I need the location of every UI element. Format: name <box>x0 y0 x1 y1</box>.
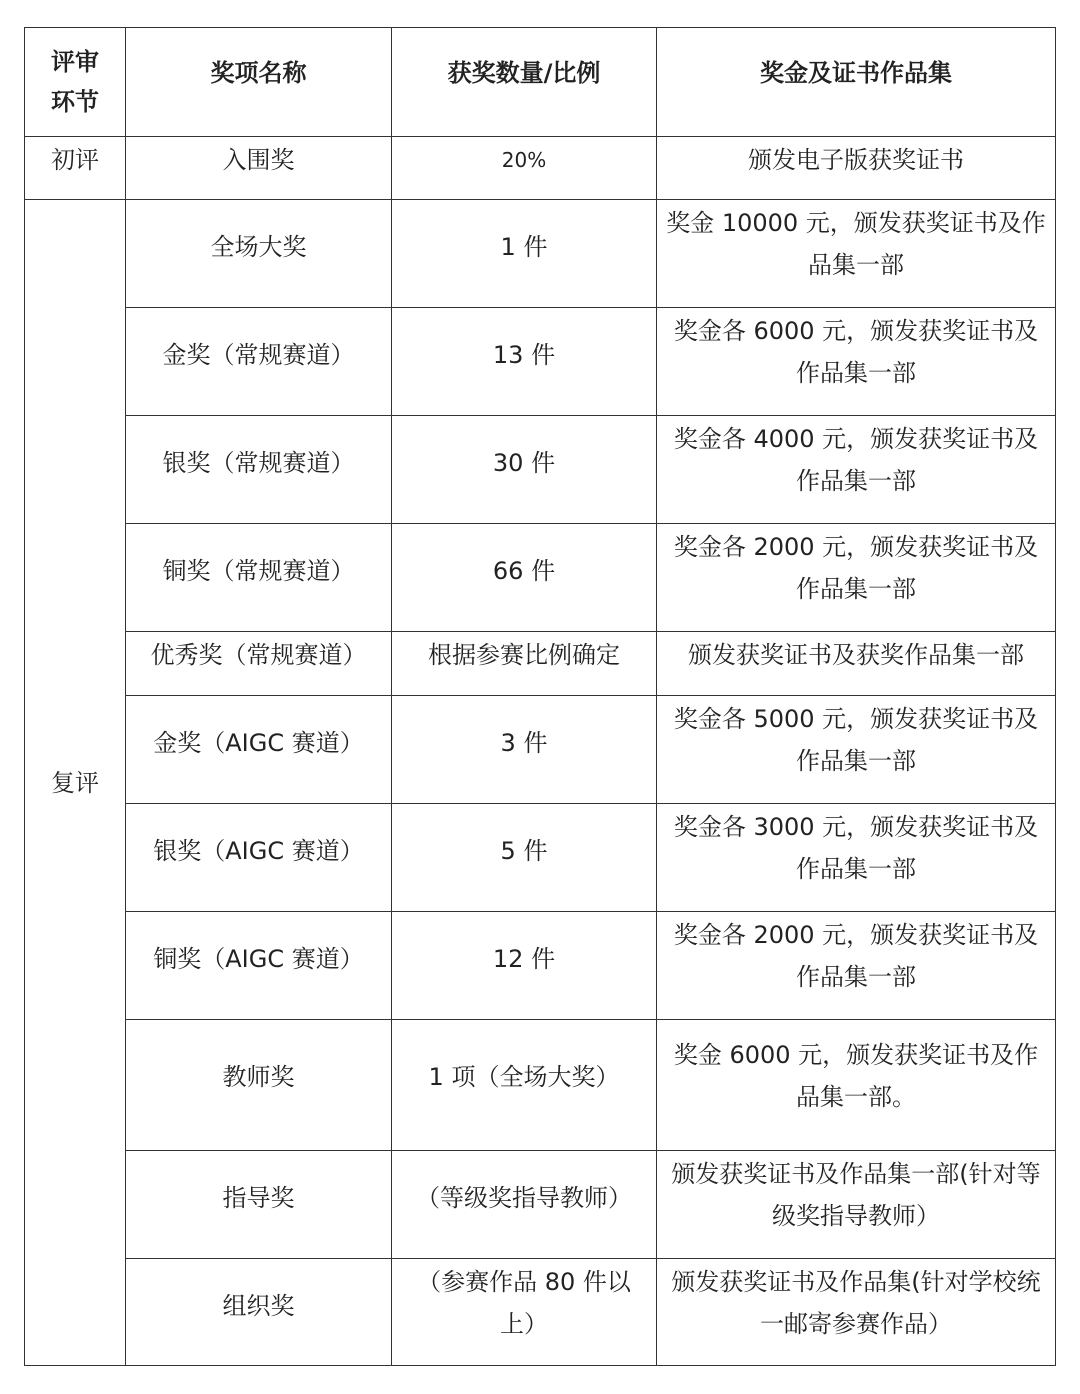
quantity-cell: 5 件 <box>392 804 657 912</box>
table-row <box>25 696 1056 804</box>
table-row <box>25 804 1056 912</box>
quantity-cell: （等级奖指导教师） <box>392 1151 657 1259</box>
table-row <box>25 200 1056 308</box>
table-row <box>25 416 1056 524</box>
header-award-name: 奖项名称 <box>126 28 392 137</box>
award-name-cell: 金奖（常规赛道） <box>126 308 392 416</box>
table-row <box>25 1020 1056 1151</box>
table-row <box>25 308 1056 416</box>
header-quantity: 获奖数量/比例 <box>392 28 657 137</box>
stage-preliminary: 初评 <box>25 137 126 200</box>
quantity-cell: 1 项（全场大奖） <box>392 1020 657 1151</box>
header-row <box>25 28 1056 137</box>
table-row <box>25 912 1056 1020</box>
header-reward: 奖金及证书作品集 <box>657 28 1056 137</box>
stage-final: 复评 <box>25 200 126 1366</box>
reward-cell: 奖金各 6000 元，颁发获奖证书及作品集一部 <box>657 308 1056 416</box>
table-row <box>25 137 1056 200</box>
quantity-cell: 20% <box>392 137 657 200</box>
quantity-cell: 1 件 <box>392 200 657 308</box>
reward-cell: 奖金各 4000 元，颁发获奖证书及作品集一部 <box>657 416 1056 524</box>
award-name-cell: 银奖（常规赛道） <box>126 416 392 524</box>
reward-cell: 奖金 6000 元，颁发获奖证书及作品集一部。 <box>657 1020 1056 1151</box>
quantity-cell: 30 件 <box>392 416 657 524</box>
table-row <box>25 1259 1056 1366</box>
award-name-cell: 铜奖（常规赛道） <box>126 524 392 632</box>
quantity-cell: 12 件 <box>392 912 657 1020</box>
quantity-cell: （参赛作品 80 件以上） <box>392 1259 657 1366</box>
table-row <box>25 524 1056 632</box>
quantity-cell: 3 件 <box>392 696 657 804</box>
reward-cell: 奖金各 2000 元，颁发获奖证书及作品集一部 <box>657 524 1056 632</box>
reward-cell: 奖金 10000 元，颁发获奖证书及作品集一部 <box>657 200 1056 308</box>
reward-cell: 颁发获奖证书及作品集(针对学校统一邮寄参赛作品） <box>657 1259 1056 1366</box>
table-row <box>25 632 1056 696</box>
reward-cell: 奖金各 3000 元，颁发获奖证书及作品集一部 <box>657 804 1056 912</box>
quantity-cell: 13 件 <box>392 308 657 416</box>
award-name-cell: 教师奖 <box>126 1020 392 1151</box>
quantity-cell: 66 件 <box>392 524 657 632</box>
table-row <box>25 1151 1056 1259</box>
reward-cell: 奖金各 2000 元，颁发获奖证书及作品集一部 <box>657 912 1056 1020</box>
award-name-cell: 指导奖 <box>126 1151 392 1259</box>
award-name-cell: 优秀奖（常规赛道） <box>126 632 392 696</box>
reward-cell: 颁发获奖证书及获奖作品集一部 <box>657 632 1056 696</box>
award-name-cell: 银奖（AIGC 赛道） <box>126 804 392 912</box>
header-stage: 评审环节 <box>25 28 126 137</box>
quantity-cell: 根据参赛比例确定 <box>392 632 657 696</box>
award-name-cell: 金奖（AIGC 赛道） <box>126 696 392 804</box>
award-name-cell: 全场大奖 <box>126 200 392 308</box>
reward-cell: 颁发电子版获奖证书 <box>657 137 1056 200</box>
reward-cell: 颁发获奖证书及作品集一部(针对等级奖指导教师） <box>657 1151 1056 1259</box>
award-name-cell: 入围奖 <box>126 137 392 200</box>
reward-cell: 奖金各 5000 元，颁发获奖证书及作品集一部 <box>657 696 1056 804</box>
awards-table <box>24 27 1056 1366</box>
award-name-cell: 铜奖（AIGC 赛道） <box>126 912 392 1020</box>
award-name-cell: 组织奖 <box>126 1259 392 1366</box>
